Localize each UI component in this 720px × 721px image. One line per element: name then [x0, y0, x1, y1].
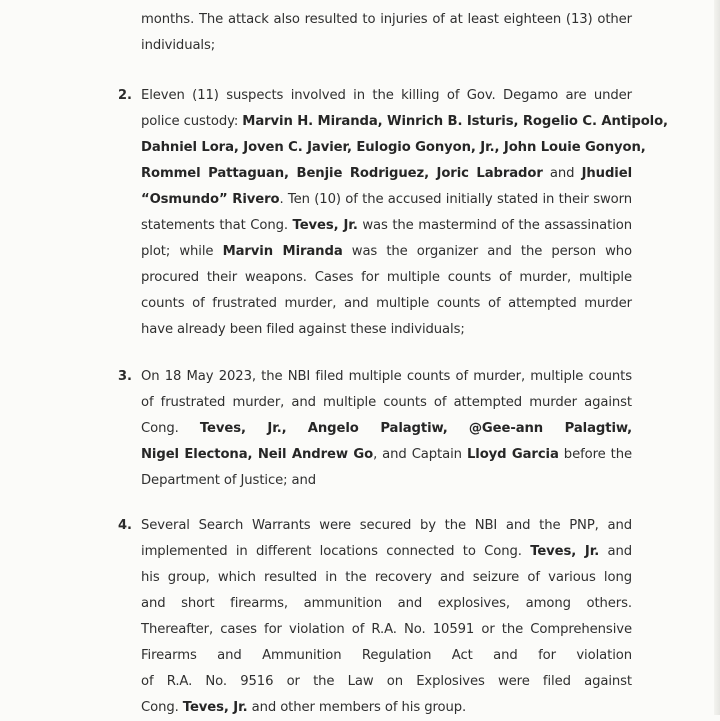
text-segment: was the organizer and the person who: [342, 244, 632, 259]
text-line: [141, 442, 632, 468]
text-line: [141, 213, 632, 239]
bold-name-text: Marvin H. Miranda, Winrich B. Isturis, Rogelio C. Antipolo,: [242, 114, 668, 129]
text-line: [141, 187, 632, 213]
text-segment: individuals;: [141, 38, 216, 53]
text-segment: was the mastermind of the assassination: [357, 218, 633, 233]
text-segment: implemented in different locations connected to Cong.: [141, 544, 531, 559]
text-line: [141, 565, 632, 591]
text-segment: Thereafter, cases for violation of R.A. No. 10591 or the Comprehensive: [141, 622, 632, 637]
text-segment: Department of Justice; and: [141, 473, 317, 488]
text-segment: procured their weapons. Cases for multiple counts of murder, multiple: [141, 270, 632, 285]
text-line: [141, 83, 632, 109]
text-segment: of R.A. No. 9516 or the Law on Explosives were filed against: [141, 674, 632, 689]
text-segment: have already been filed against these individuals;: [141, 322, 465, 337]
text-segment: statements that Cong.: [141, 218, 293, 233]
text-segment: and: [599, 544, 632, 559]
paragraph-3: [118, 364, 633, 494]
bold-name-text: Jhudiel: [581, 166, 632, 181]
text-line: [141, 695, 632, 721]
bold-name-text: @Gee-ann Palagtiw,: [468, 421, 633, 436]
text-line: [141, 468, 632, 494]
text-line: [141, 109, 668, 135]
bold-name-text: Angelo Palagtiw,: [307, 421, 448, 436]
text-segment: , and Captain: [373, 447, 467, 462]
text-line: [141, 617, 632, 643]
bold-name-text: Nigel Electona, Neil Andrew Go: [141, 447, 374, 462]
text-segment: police custody:: [141, 114, 243, 129]
text-line: [141, 591, 632, 617]
text-line: [141, 364, 632, 390]
text-segment: Cong.: [141, 421, 200, 436]
bold-name-text: Teves, Jr.: [292, 218, 358, 233]
text-segment: months. The attack also resulted to injuries of at least eighteen (13) other: [141, 12, 632, 27]
text-line: [141, 239, 632, 265]
bold-name-text: Marvin Miranda: [222, 244, 343, 259]
bold-name-text: Dahniel Lora, Joven C. Javier, Eulogio Gonyon, Jr., John Louie Gonyon,: [141, 140, 646, 155]
text-line: [141, 291, 632, 317]
text-segment: [287, 421, 308, 436]
text-segment: Cong.: [141, 700, 183, 715]
bold-name-text: Teves, Jr.,: [199, 421, 287, 436]
text-segment: and short firearms, ammunition and explosives, among others.: [141, 596, 632, 611]
text-line: [141, 265, 632, 291]
paragraph-4: [118, 513, 632, 721]
text-segment: plot; while: [141, 244, 223, 259]
text-line: [141, 161, 632, 187]
text-segment: Eleven (11) suspects involved in the killing of Gov. Degamo are under: [141, 88, 632, 103]
text-segment: counts of frustrated murder, and multiple counts of attempted murder: [141, 296, 632, 311]
bold-name-text: Teves, Jr.: [530, 544, 600, 559]
text-line: [141, 539, 632, 565]
text-line: [141, 33, 632, 59]
page-edge: [714, 0, 720, 715]
text-segment: and other members of his group.: [247, 700, 467, 715]
text-segment: Firearms and Ammunition Regulation Act and for violation: [141, 648, 632, 663]
text-segment: [448, 421, 469, 436]
text-line: [141, 513, 632, 539]
bold-name-text: “Osmundo” Rivero: [141, 192, 280, 207]
text-segment: before the: [558, 447, 633, 462]
text-segment: his group, which resulted in the recovery and seizure of various long: [141, 570, 632, 585]
text-line: [141, 135, 646, 161]
text-segment: and: [542, 166, 582, 181]
bold-name-text: Lloyd Garcia: [466, 447, 559, 462]
paragraph-number: 2.: [118, 88, 132, 103]
text-line: [141, 669, 632, 695]
text-segment: of frustrated murder, and multiple counts of attempted murder against: [141, 395, 632, 410]
bold-name-text: Rommel Pattaguan, Benjie Rodriguez, Joric Labrador: [141, 166, 543, 181]
text-line: [141, 7, 632, 33]
text-line: [141, 317, 632, 343]
text-segment: . Ten (10) of the accused initially stated in their sworn: [279, 192, 633, 207]
text-line: [141, 643, 632, 669]
paragraph-2: [118, 83, 668, 343]
text-line: [141, 416, 632, 442]
paragraph-continuation: [141, 7, 632, 59]
text-segment: Several Search Warrants were secured by the NBI and the PNP, and: [141, 518, 632, 533]
paragraph-number: 3.: [118, 369, 132, 384]
paragraph-number: 4.: [118, 518, 132, 533]
text-line: [141, 390, 632, 416]
bold-name-text: Teves, Jr.: [182, 700, 248, 715]
text-segment: On 18 May 2023, the NBI filed multiple counts of murder, multiple counts: [141, 369, 632, 384]
